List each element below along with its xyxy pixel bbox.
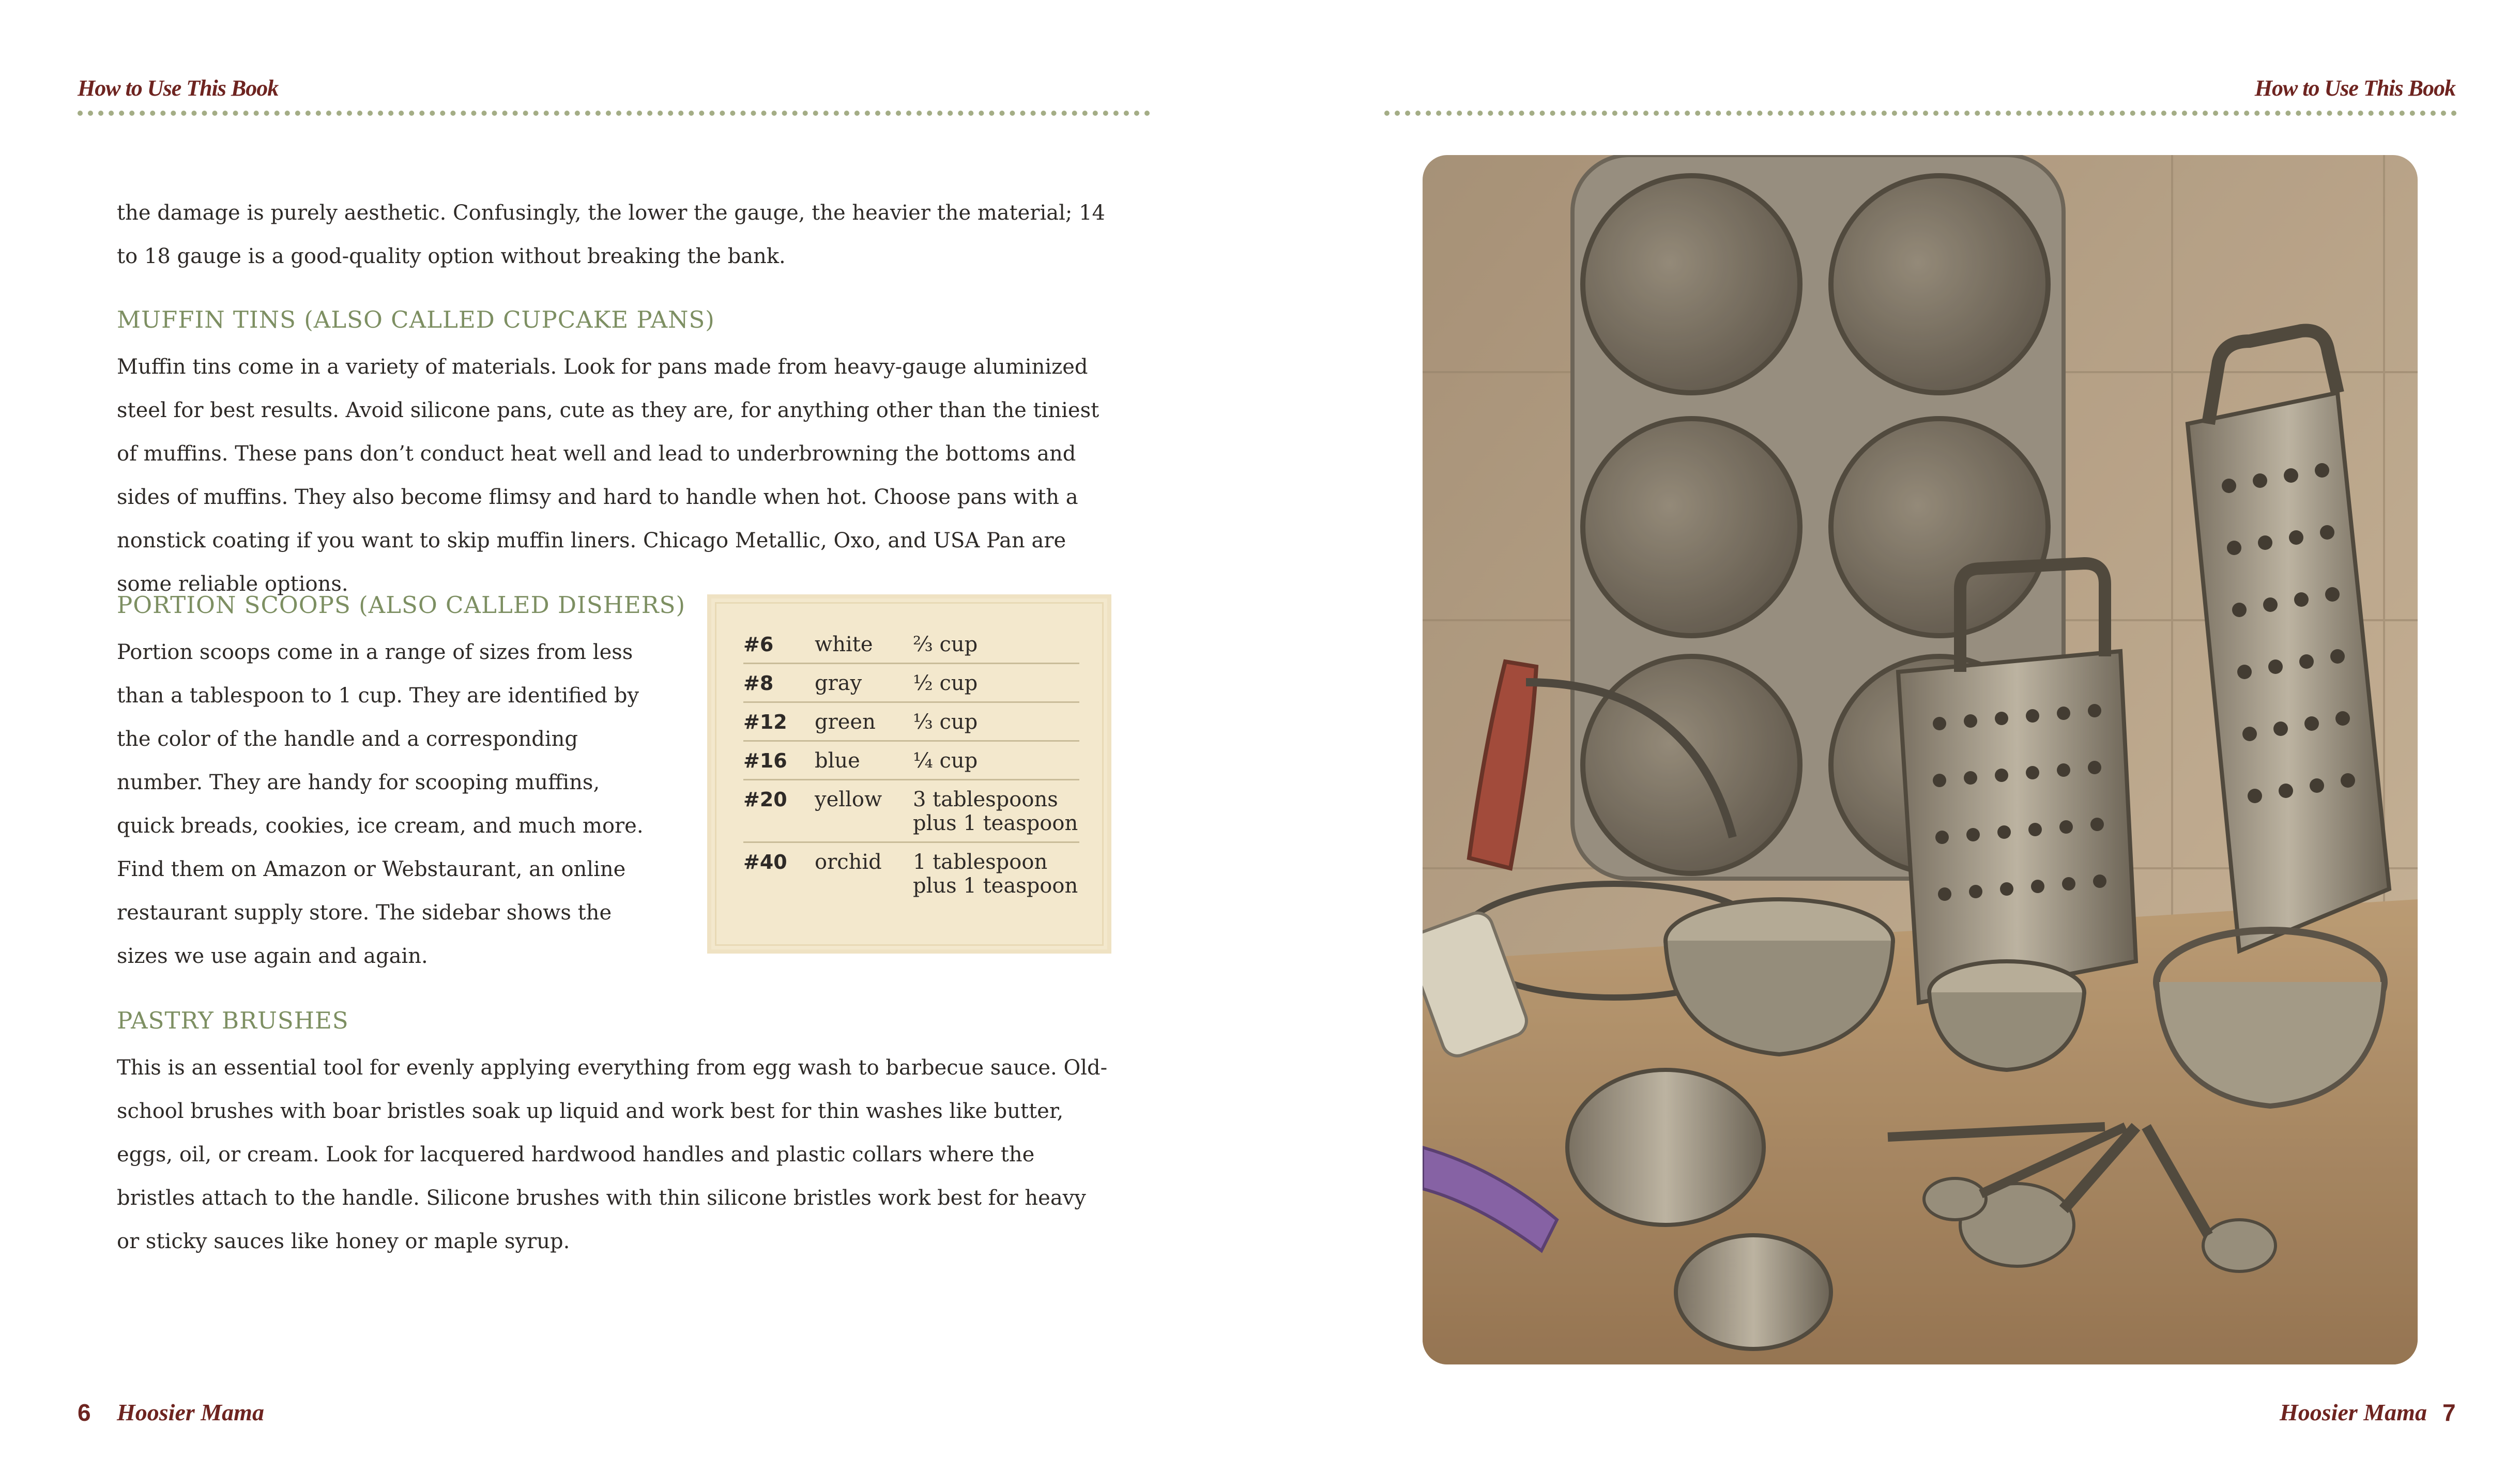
left-running-head: How to Use This Book	[78, 75, 279, 101]
portion-scoops-text: Portion scoops come in a range of sizes from less than a tablespoon to 1 cup. They are identified by the color of the handle and a corresponding number. They are handy for scooping muffins, quick breads, cookies, ice cream, and much more. Find them on Amazon or Webstaurant, an online restaurant supply store. The sidebar shows the sizes we use again and again.	[117, 640, 644, 968]
right-running-head: How to Use This Book	[2254, 75, 2455, 101]
table-row	[743, 625, 1079, 664]
scoop-number: #8	[743, 664, 815, 702]
intro-paragraph	[117, 191, 1120, 278]
scoop-size-sidebar	[707, 594, 1111, 954]
scoop-size: ⅓ cup	[913, 702, 1079, 741]
scoop-size	[913, 780, 1079, 842]
scoop-color: green	[815, 702, 913, 741]
sepia-overlay	[1423, 155, 2418, 1364]
scoop-size-line1: 1 tablespoon	[913, 850, 1048, 874]
table-row	[743, 702, 1079, 741]
right-footer-book-title: Hoosier Mama	[2280, 1399, 2427, 1425]
scoop-size-line2: plus 1 teaspoon	[913, 874, 1078, 898]
muffin-tins-heading: MUFFIN TINS (ALSO CALLED CUPCAKE PANS)	[117, 306, 715, 333]
portion-scoops-heading: PORTION SCOOPS (ALSO CALLED DISHERS)	[117, 591, 686, 619]
scoop-color: white	[815, 625, 913, 664]
scoop-number: #20	[743, 780, 815, 842]
left-page-number: 6	[78, 1399, 91, 1426]
muffin-tins-paragraph	[117, 345, 1120, 606]
left-header-rule	[78, 111, 1150, 116]
kitchen-tools-photo	[1423, 155, 2418, 1364]
scoop-number: #6	[743, 625, 815, 664]
table-row	[743, 842, 1079, 904]
scoop-size-line1: 3 tablespoons	[913, 788, 1058, 811]
scoop-number: #12	[743, 702, 815, 741]
right-page-number: 7	[2442, 1399, 2456, 1426]
intro-text: the damage is purely aesthetic. Confusingly, the lower the gauge, the heavier the material; 14 to 18 gauge is a good-quality option without breaking the bank.	[117, 201, 1105, 268]
pastry-brushes-heading: PASTRY BRUSHES	[117, 1007, 349, 1034]
scoop-size-line2: plus 1 teaspoon	[913, 811, 1078, 835]
portion-scoops-paragraph	[117, 631, 654, 978]
pastry-brushes-text: This is an essential tool for evenly applying everything from egg wash to barbecue sauce. Old-school brushes with boar bristles soak up liquid and work best for thin washes like butter, eggs, oil, or cream. Look for lacquered hardwood handles and plastic collars where the bristles attach to the handle. Silicone brushes with thin silicone bristles work best for heavy or sticky sauces like honey or maple syrup.	[117, 1056, 1108, 1253]
scoop-color: blue	[815, 741, 913, 780]
scoop-number: #16	[743, 741, 815, 780]
table-row	[743, 780, 1079, 842]
pastry-brushes-paragraph	[117, 1046, 1109, 1263]
scoop-size: ¼ cup	[913, 741, 1079, 780]
right-header-rule	[1384, 111, 2457, 116]
scoop-size: ⅔ cup	[913, 625, 1079, 664]
photo-illustration	[1423, 155, 2418, 1364]
scoop-number: #40	[743, 851, 787, 873]
scoop-color: gray	[815, 664, 913, 702]
table-row	[743, 664, 1079, 702]
scoop-size	[913, 842, 1079, 904]
muffin-tins-text: Muffin tins come in a variety of materials. Look for pans made from heavy-gauge aluminized steel for best results. Avoid silicone pans, cute as they are, for anything other than the tiniest of muffins. These pans don’t conduct heat well and lead to underbrowning the bottoms and sides of muffins. They also become flimsy and hard to handle when hot. Choose pans with a nonstick coating if you want to skip muffin liners. Chicago Metallic, Oxo, and USA Pan are some reliable options.	[117, 355, 1099, 596]
scoop-size-table	[743, 625, 1079, 904]
scoop-color: yellow	[815, 780, 913, 842]
scoop-color: orchid	[815, 850, 882, 874]
scoop-size: ½ cup	[913, 664, 1079, 702]
left-footer-book-title: Hoosier Mama	[117, 1399, 264, 1425]
table-row	[743, 741, 1079, 780]
